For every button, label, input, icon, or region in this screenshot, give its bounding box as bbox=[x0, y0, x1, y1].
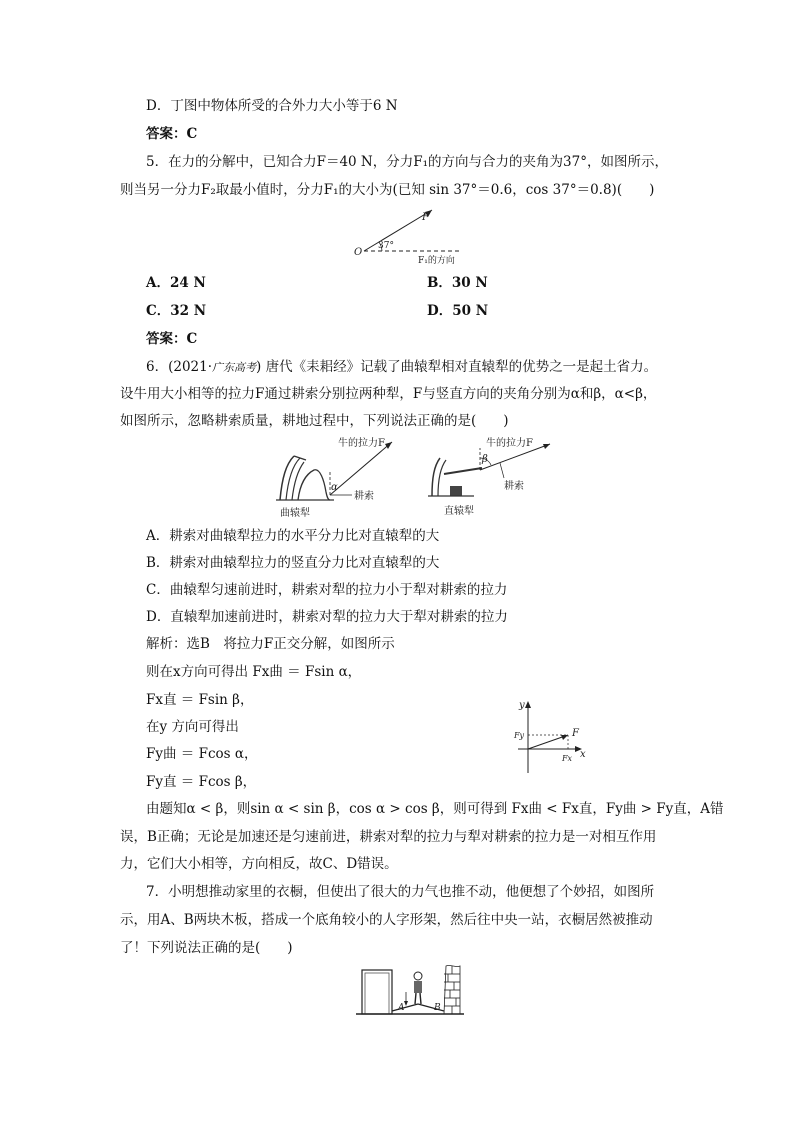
q5-option-d: D．50 N bbox=[427, 303, 489, 319]
q5-force-diagram bbox=[350, 200, 500, 270]
y-label: y bbox=[519, 700, 525, 711]
q6-analysis-l7: 误，B正确；无论是加速还是匀速前进，耕索对犁的拉力与犁对耕索的拉力是一对相互作用 bbox=[120, 829, 657, 845]
right-beta-label: β bbox=[482, 454, 488, 465]
q4-option-d: D．丁图中物体所受的合外力大小等于6 N bbox=[146, 98, 398, 114]
q6-analysis-l3: 在y 方向可得出 bbox=[146, 719, 239, 735]
force-vector-arrowhead bbox=[561, 735, 568, 740]
left-rope-label: 耕索 bbox=[354, 491, 374, 502]
brick-wall bbox=[444, 965, 460, 1014]
right-force-arrowhead bbox=[543, 444, 550, 449]
q7-stem-line2: 示，用A、B两块木板，搭成一个底角较小的人字形架，然后往中央一站，衣橱居然被推动 bbox=[120, 912, 653, 928]
q6-number: 6．(2021· bbox=[146, 359, 213, 375]
q5-stem-line1: 5．在力的分解中，已知合力F＝40 N，分力F₁的方向与合力的夹角为37°，如图所示， bbox=[146, 154, 668, 170]
q5-option-c: C．32 N bbox=[146, 303, 207, 319]
x-label: x bbox=[580, 749, 586, 760]
q5-answer: 答案：C bbox=[146, 331, 198, 347]
q6-option-c: C．曲辕犁匀速前进时，耕索对犁的拉力小于犁对耕索的拉力 bbox=[146, 582, 508, 598]
q6-stem-line1 bbox=[146, 358, 657, 377]
fy-label: Fy bbox=[514, 731, 525, 740]
q5-stem-line2: 则当另一分力F₂取最小值时，分力F₁的大小为(已知 sin 37°＝0.6，cos 37°＝0.8)( ) bbox=[120, 182, 655, 198]
label-f1-direction: F₁的方向 bbox=[418, 256, 455, 266]
q6-analysis-l4: Fy曲 ＝ Fcos α， bbox=[146, 746, 258, 762]
q7-stem-line3: 了！下列说法正确的是( ) bbox=[120, 940, 293, 956]
f-label: F bbox=[572, 728, 579, 739]
right-rope-pointer bbox=[500, 463, 504, 478]
q7-wardrobe-diagram bbox=[352, 962, 468, 1020]
wardrobe bbox=[362, 970, 392, 1014]
fx-label: Fx bbox=[562, 754, 573, 763]
label-b: B bbox=[434, 1003, 441, 1013]
q6-option-a: A．耕索对曲辕犁拉力的水平分力比对直辕犁的大 bbox=[146, 528, 440, 544]
q5-option-b: B．30 N bbox=[427, 275, 488, 291]
left-caption: 曲辕犁 bbox=[280, 508, 310, 519]
q6-source-tag: 广东高考 bbox=[212, 361, 257, 374]
y-axis-arrowhead bbox=[525, 701, 531, 708]
q6-plough-diagram bbox=[268, 434, 564, 520]
label-angle: 37° bbox=[378, 241, 394, 251]
q7-stem-line1: 7．小明想推动家里的衣橱，但使出了很大的力气也推不动，他便想了个妙招，如图所 bbox=[146, 884, 655, 900]
right-caption: 直辕犁 bbox=[444, 506, 474, 517]
right-force-label: 牛的拉力F bbox=[486, 438, 533, 449]
q6-analysis-l8: 力，它们大小相等，方向相反，故C、D错误。 bbox=[120, 856, 398, 872]
q6-analysis-l2: Fx直 ＝ Fsin β， bbox=[146, 692, 254, 708]
straight-plough-figure bbox=[428, 458, 482, 496]
label-f: F bbox=[422, 212, 429, 223]
q6-analysis-l1: 则在x方向可得出 Fx曲 ＝ Fsin α， bbox=[146, 664, 362, 680]
q6-analysis-l5: Fy直 ＝ Fcos β， bbox=[146, 774, 257, 790]
q6-analysis-head: 解析：选B 将拉力F正交分解，如图所示 bbox=[146, 636, 395, 652]
q6-stem-line3: 如图所示，忽略耕索质量，耕地过程中，下列说法正确的是( ) bbox=[120, 413, 509, 429]
curved-plough-figure bbox=[276, 456, 334, 500]
q6-stem-rest: ) 唐代《耒耜经》记载了曲辕犁相对直辕犁的优势之一是起土省力。 bbox=[256, 359, 658, 375]
label-a: A bbox=[398, 1003, 405, 1013]
q6-option-d: D．直辕犁加速前进时，耕索对犁的拉力大于犁对耕索的拉力 bbox=[146, 609, 508, 625]
label-o: O bbox=[354, 247, 363, 258]
right-rope-label: 耕索 bbox=[504, 481, 524, 492]
q6-analysis-l6: 由题知α < β，则sin α < sin β，cos α > cos β，则可得到 Fx曲 < Fx直，Fy曲 > Fy直，A错 bbox=[146, 801, 724, 817]
board-a bbox=[392, 1004, 418, 1011]
q6-axes-diagram bbox=[510, 697, 590, 777]
q6-stem-line2: 设牛用大小相等的拉力F通过耕索分别拉两种犁，F与竖直方向的夹角分别为α和β，α<β， bbox=[120, 386, 657, 402]
q6-option-b: B．耕索对曲辕犁拉力的竖直分力比对直辕犁的大 bbox=[146, 555, 440, 571]
left-alpha-label: α bbox=[331, 482, 338, 493]
left-force-arrowhead bbox=[385, 442, 392, 449]
left-force-label: 牛的拉力F bbox=[338, 438, 385, 449]
q4-answer: 答案：C bbox=[146, 126, 198, 142]
q5-option-a: A．24 N bbox=[146, 275, 206, 291]
person-figure bbox=[414, 972, 422, 1004]
left-force-arrow bbox=[330, 442, 392, 495]
